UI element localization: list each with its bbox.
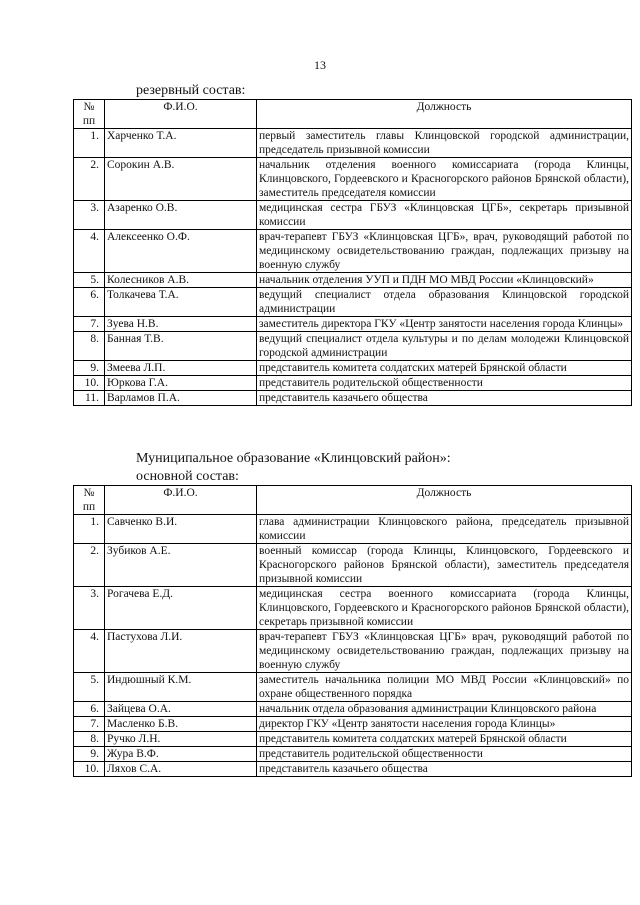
row-position: директор ГКУ «Центр занятости населения города Клинцы» [257,717,632,732]
table-row [74,702,632,717]
table-row [74,332,632,361]
header-number: № пп [74,486,105,515]
table-row [74,673,632,702]
row-position: представитель родительской общественности [257,376,632,391]
table-row [74,361,632,376]
row-number: 6. [74,288,105,317]
main-roster-body [74,515,632,777]
row-number: 2. [74,158,105,201]
row-position: заместитель начальника полиции МО МВД России «Клинцовский» по охране общественного порядка [257,673,632,702]
row-position: медицинская сестра ГБУЗ «Клинцовская ЦГБ», секретарь призывной комиссии [257,201,632,230]
table-row [74,747,632,762]
row-name: Масленко Б.В. [105,717,257,732]
row-number: 10. [74,376,105,391]
row-position: начальник отделения военного комиссариата (города Клинцы, Клинцовского, Гордеевского и Красногорского районов Брянской области), заместитель председателя комиссии [257,158,632,201]
row-name: Толкачева Т.А. [105,288,257,317]
row-position: военный комиссар (города Клинцы, Клинцовского, Гордеевского и Красногорского районов Брянской области), заместитель председателя призывной комиссии [257,544,632,587]
table-header-row [74,486,632,515]
row-name: Колесников А.В. [105,273,257,288]
row-position: представитель комитета солдатских матерей Брянской области [257,732,632,747]
row-name: Зуева Н.В. [105,317,257,332]
row-number: 5. [74,673,105,702]
row-number: 3. [74,201,105,230]
row-name: Ручко Л.Н. [105,732,257,747]
row-name: Азаренко О.В. [105,201,257,230]
row-name: Юркова Г.А. [105,376,257,391]
row-name: Банная Т.В. [105,332,257,361]
row-number: 11. [74,391,105,406]
section-title-reserve: резервный состав: [136,83,246,98]
row-name: Харченко Т.А. [105,129,257,158]
table-row [74,515,632,544]
table-row [74,732,632,747]
header-name: Ф.И.О. [105,100,257,129]
table-row [74,288,632,317]
row-name: Жура В.Ф. [105,747,257,762]
row-position: представитель родительской общественности [257,747,632,762]
row-position: представитель комитета солдатских матерей Брянской области [257,361,632,376]
row-position: начальник отдела образования администрации Клинцовского района [257,702,632,717]
header-position: Должность [257,486,632,515]
row-name: Ляхов С.А. [105,762,257,777]
table-row [74,376,632,391]
row-position: представитель казачьего общества [257,762,632,777]
row-number: 9. [74,747,105,762]
row-number: 2. [74,544,105,587]
table-row [74,391,632,406]
row-name: Алексеенко О.Ф. [105,230,257,273]
row-name: Зубиков А.Е. [105,544,257,587]
table-row [74,630,632,673]
table-row [74,762,632,777]
row-number: 3. [74,587,105,630]
table-row [74,230,632,273]
row-name: Змеева Л.П. [105,361,257,376]
row-number: 8. [74,332,105,361]
row-position: медицинская сестра военного комиссариата (города Клинцы, Клинцовского, Гордеевского и Красногорского районов Брянской области), секретарь призывной комиссии [257,587,632,630]
row-number: 4. [74,230,105,273]
header-position: Должность [257,100,632,129]
row-position: заместитель директора ГКУ «Центр занятости населения города Клинцы» [257,317,632,332]
row-name: Пастухова Л.И. [105,630,257,673]
row-position: представитель казачьего общества [257,391,632,406]
reserve-roster-table [73,99,632,406]
table-row [74,587,632,630]
table-row [74,201,632,230]
section-title-district: Муниципальное образование «Клинцовский район»: [136,451,451,466]
reserve-roster-body [74,129,632,406]
row-name: Зайцева О.А. [105,702,257,717]
table-header-row [74,100,632,129]
header-name: Ф.И.О. [105,486,257,515]
row-number: 7. [74,717,105,732]
row-number: 1. [74,515,105,544]
row-position: глава администрации Клинцовского района, председатель призывной комиссии [257,515,632,544]
row-number: 1. [74,129,105,158]
row-position: первый заместитель главы Клинцовской городской администрации, председатель призывной комиссии [257,129,632,158]
row-number: 8. [74,732,105,747]
row-number: 6. [74,702,105,717]
row-position: врач-терапевт ГБУЗ «Клинцовская ЦГБ», врач, руководящий работой по медицинскому освидетельствованию граждан, подлежащих призыву на военную службу [257,230,632,273]
row-name: Сорокин А.В. [105,158,257,201]
page-number: 13 [314,58,326,72]
table-row [74,544,632,587]
row-number: 5. [74,273,105,288]
row-position: начальник отделения УУП и ПДН МО МВД России «Клинцовский» [257,273,632,288]
row-number: 7. [74,317,105,332]
row-number: 9. [74,361,105,376]
row-name: Савченко В.И. [105,515,257,544]
main-roster-table [73,485,632,777]
table-row [74,158,632,201]
row-position: ведущий специалист отдела образования Клинцовской городской администрации [257,288,632,317]
table-row [74,129,632,158]
row-number: 10. [74,762,105,777]
header-number: № пп [74,100,105,129]
section-subtitle-main: основной состав: [136,469,239,484]
row-position: врач-терапевт ГБУЗ «Клинцовская ЦГБ» врач, руководящий работой по медицинскому освидетельствованию граждан, подлежащих призыву на военную службу [257,630,632,673]
table-row [74,273,632,288]
row-number: 4. [74,630,105,673]
row-position: ведущий специалист отдела культуры и по делам молодежи Клинцовской городской администрации [257,332,632,361]
row-name: Варламов П.А. [105,391,257,406]
row-name: Индюшный К.М. [105,673,257,702]
table-row [74,317,632,332]
table-row [74,717,632,732]
row-name: Рогачева Е.Д. [105,587,257,630]
